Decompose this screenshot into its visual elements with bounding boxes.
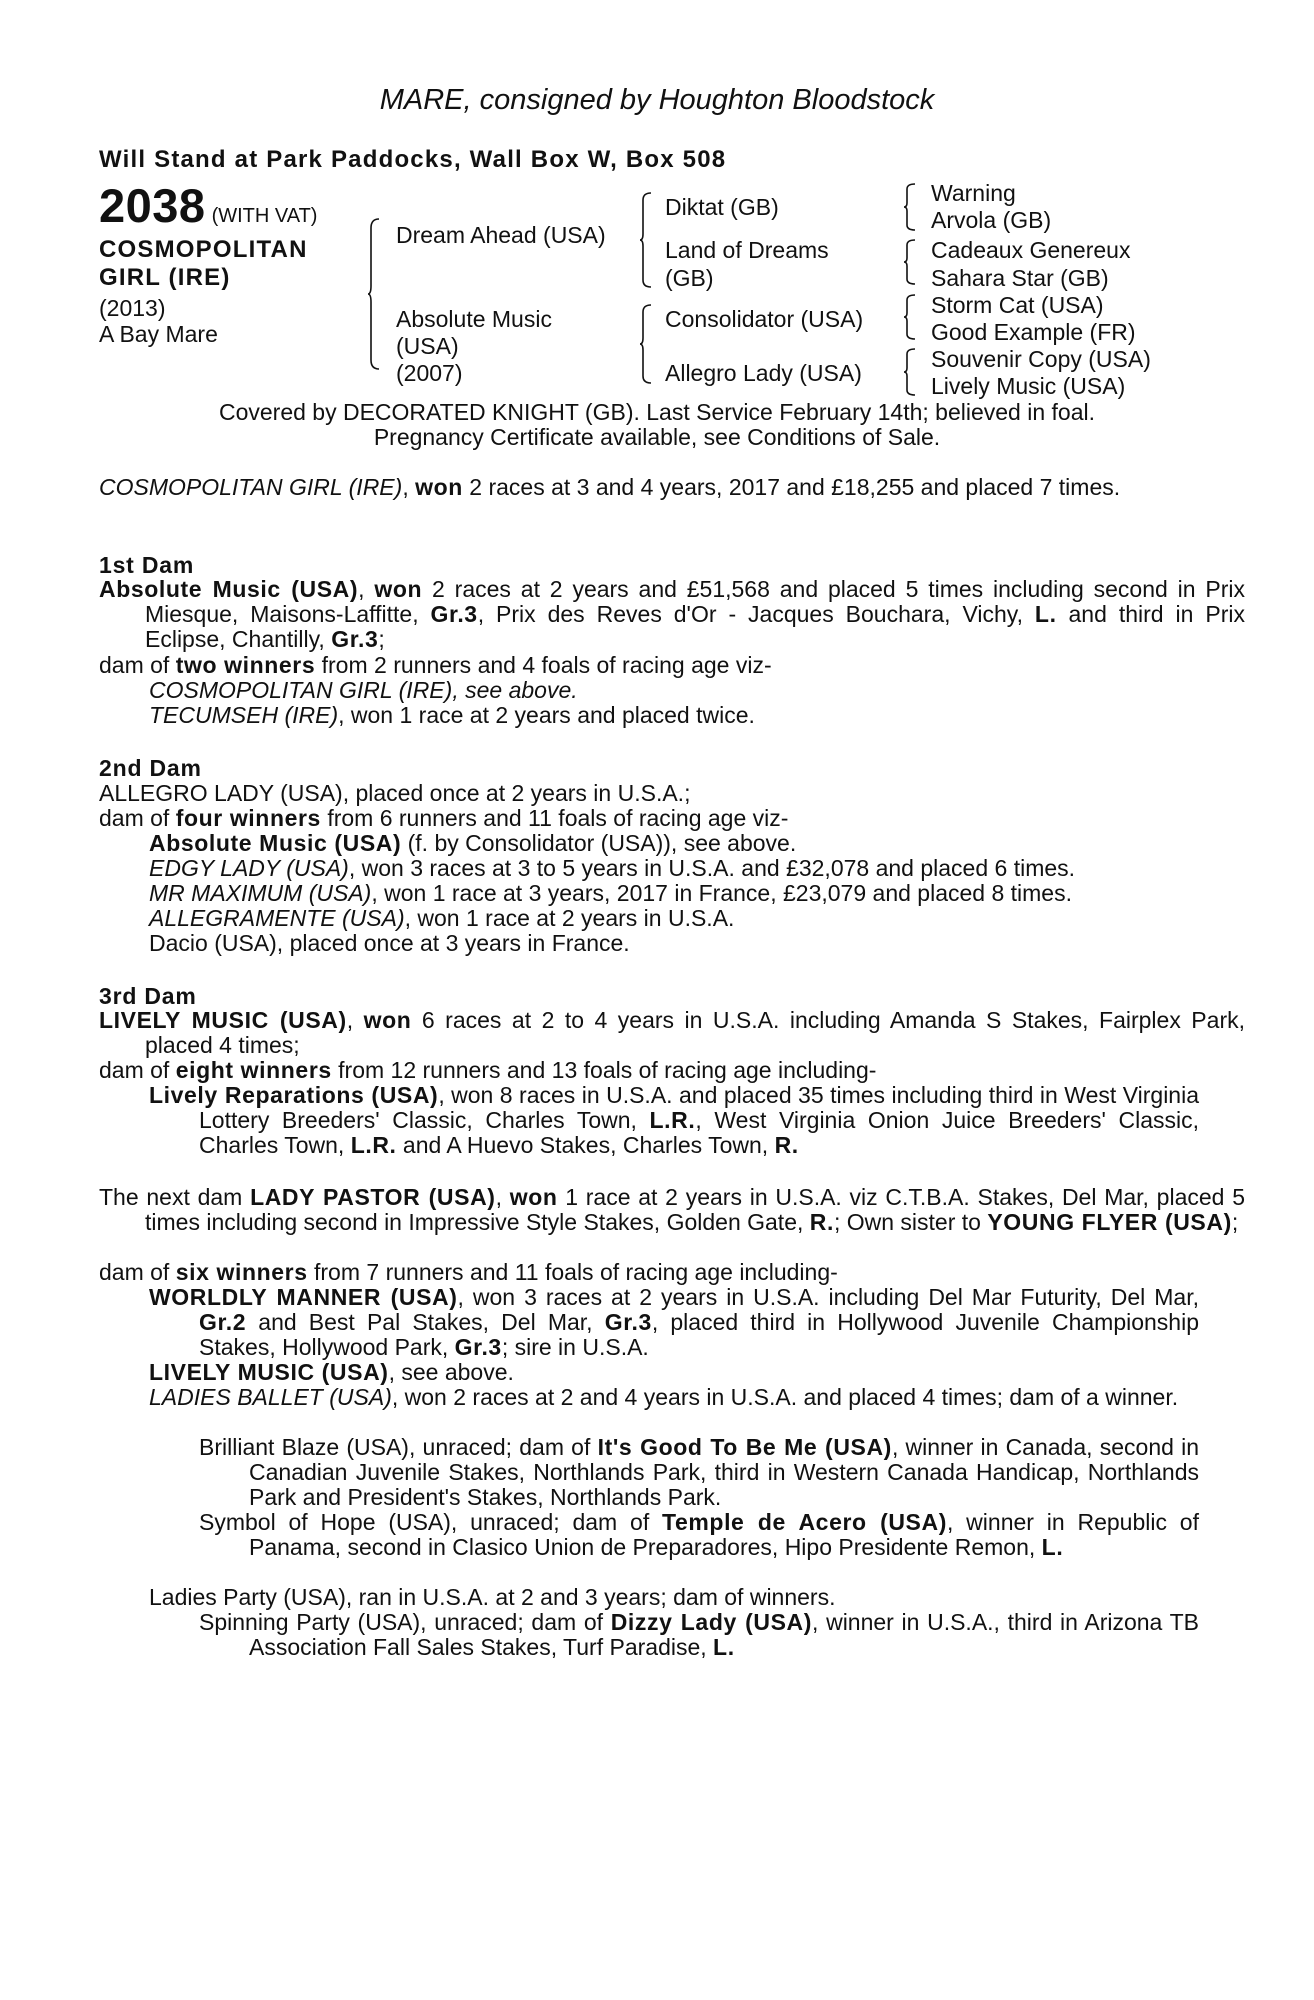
dam1-text-b: , Prix des Reves d'Or - Jacques Bouchara, Vichy,	[477, 601, 1035, 627]
dam4-produce-6: Ladies Party (USA), ran in U.S.A. at 2 and 3 years; dam of winners.	[149, 1584, 836, 1610]
dam1-produce-1	[149, 678, 1199, 703]
dam4-produce-5-name: Temple de Acero (USA)	[662, 1509, 947, 1535]
dam4-produce-5-text-a: Symbol of Hope (USA), unraced; dam of	[199, 1509, 663, 1535]
pedigree-dds: Souvenir Copy (USA)	[931, 346, 1151, 372]
pedigree-sire-dam-line1: Land of Dreams	[665, 237, 829, 263]
dam2-produce-4-text: , won 1 race at 2 years in U.S.A.	[404, 905, 735, 931]
dam3-produce-1-text-a: , won 8 races in U.S.A. and placed 35 times including third in West Virginia Lottery Breeders' Classic, Charles Town,	[199, 1082, 1199, 1133]
dam2-winners: four winners	[175, 805, 321, 831]
lot-number: 2038	[99, 179, 206, 232]
dam2-produce-4	[149, 906, 1199, 931]
covering-note-line1: Covered by DECORATED KNIGHT (GB). Last Service February 14th; believed in foal.	[218, 399, 1096, 425]
pedigree-dam-brace	[640, 304, 652, 384]
dam4-produce-4-text-b: , winner in Canada, second in Canadian Juvenile Stakes, Northlands Park, third in Western Canada Handicap, Northlands Park and President's Stakes, Northlands Park.	[249, 1434, 1199, 1510]
dam2-produce-2	[149, 856, 1199, 881]
dam1-produce-summary	[99, 653, 1199, 678]
dam1-heading: 1st Dam	[99, 552, 195, 578]
dam4-produce-1-text-d: ; sire in U.S.A.	[501, 1334, 649, 1360]
dam1-winners: two winners	[175, 652, 316, 678]
pedigree-sds: Cadeaux Genereux	[931, 237, 1131, 263]
dam4-sister: YOUNG FLYER (USA)	[987, 1209, 1232, 1235]
dam4-winners: six winners	[175, 1259, 308, 1285]
dam3-won: won	[363, 1007, 412, 1033]
dam4-produce-4-name: It's Good To Be Me (USA)	[597, 1434, 892, 1460]
dam4-produce-7-listed: L.	[713, 1634, 735, 1660]
dam4-text-a: 1 race at 2 years in U.S.A. viz C.T.B.A. Stakes, Del Mar, placed 5 times including second in Impressive Style Stakes, Golden Gate,	[145, 1184, 1245, 1235]
dam3-produce-1-lr1: L.R.	[649, 1107, 696, 1133]
dam2-damof-b: from 6 runners and 11 foals of racing age viz-	[320, 805, 789, 831]
dam4-produce-1-text-a: , won 3 races at 2 years in U.S.A. including Del Mar Futurity, Del Mar,	[457, 1284, 1199, 1310]
dam4-produce-2-name: LIVELY MUSIC (USA)	[149, 1359, 389, 1385]
dam3-record: LIVELY MUSIC (USA), won 6 races at 2 to 4 years in U.S.A. including Amanda S Stakes, Fairplex Park, placed 4 times;	[99, 1007, 1245, 1058]
pedigree-dam-line3: (2007)	[396, 360, 463, 386]
dam4-record: The next dam LADY PASTOR (USA), won 1 race at 2 years in U.S.A. viz C.T.B.A. Stakes, Del Mar, placed 5 times including second in Impressive Style Stakes, Golden Gate, R.; Own sister to YOUNG FLYER (USA);	[99, 1184, 1245, 1235]
dam3-produce-1-name: Lively Reparations (USA)	[149, 1082, 439, 1108]
pedigree-dss: Storm Cat (USA)	[931, 292, 1104, 318]
dam2-produce-1	[149, 831, 1199, 856]
horse-description: A Bay Mare	[99, 321, 218, 347]
pedigree-sdd: Sahara Star (GB)	[931, 265, 1109, 291]
pedigree-dam-sire: Consolidator (USA)	[665, 306, 864, 332]
dam3-name: LIVELY MUSIC (USA)	[99, 1007, 347, 1033]
pedigree-dsd: Good Example (FR)	[931, 319, 1136, 345]
dam4-produce-2	[149, 1360, 1199, 1385]
dam2-record: ALLEGRO LADY (USA), placed once at 2 years in U.S.A.;	[99, 780, 691, 806]
dam2-produce-5: Dacio (USA), placed once at 3 years in France.	[149, 930, 630, 956]
pedigree-brace-sd	[904, 239, 916, 285]
dam4-produce-7-name: Dizzy Lady (USA)	[610, 1609, 813, 1635]
summary-won: won	[415, 474, 463, 500]
dam4-produce-3-name: LADIES BALLET (USA)	[149, 1384, 392, 1410]
stand-location: Will Stand at Park Paddocks, Wall Box W, Box 508	[99, 146, 727, 173]
dam4-damof-a: dam of	[99, 1259, 176, 1285]
dam4-produce-1-name: WORLDLY MANNER (USA)	[149, 1284, 458, 1310]
dam3-damof-b: from 12 runners and 13 foals of racing age including-	[331, 1057, 877, 1083]
pedigree-ddd: Lively Music (USA)	[931, 373, 1126, 399]
pedigree-brace-ss	[904, 183, 916, 231]
dam4-produce-1-gr3a: Gr.3	[604, 1309, 652, 1335]
dam4-intro: The next dam	[99, 1184, 251, 1210]
dam4-produce-1-text-b: and Best Pal Stakes, Del Mar,	[246, 1309, 605, 1335]
dam2-produce-2-name: EDGY LADY (USA)	[149, 855, 349, 881]
pedigree-sire: Dream Ahead (USA)	[396, 222, 606, 248]
dam1-record: Absolute Music (USA), won 2 races at 2 years and £51,568 and placed 5 times including second in Prix Miesque, Maisons-Laffitte, Gr.3, Prix des Reves d'Or - Jacques Bouchara, Vichy, L. and third in Prix Eclipse, Chantilly, Gr.3;	[99, 576, 1246, 652]
dam3-damof-a: dam of	[99, 1057, 176, 1083]
pedigree-ssd: Arvola (GB)	[931, 207, 1052, 233]
dam4-won: won	[509, 1184, 558, 1210]
pedigree-sire-dam-line2: (GB)	[665, 265, 714, 291]
dam4-produce-1	[149, 1285, 1199, 1360]
dam1-produce-1-text: , see above.	[452, 677, 578, 703]
dam4-produce-3-text: , won 2 races at 2 and 4 years in U.S.A. and placed 4 times; dam of a winner.	[391, 1384, 1179, 1410]
dam4-produce-1-gr3b: Gr.3	[454, 1334, 502, 1360]
dam1-produce-2	[149, 703, 1199, 728]
dam2-produce-3	[149, 881, 1199, 906]
dam2-produce-1-text: (f. by Consolidator (USA)), see above.	[401, 830, 797, 856]
dam2-produce-3-name: MR MAXIMUM (USA)	[149, 880, 372, 906]
pedigree-main-brace	[368, 218, 380, 370]
dam4-damof-b: from 7 runners and 11 foals of racing age including-	[307, 1259, 838, 1285]
dam4-text-b: ; Own sister to	[833, 1209, 988, 1235]
dam3-produce-1	[149, 1083, 1199, 1158]
dam3-produce-1-lr2: L.R.	[350, 1132, 397, 1158]
dam1-won: won	[374, 576, 423, 602]
horse-year: (2013)	[99, 295, 166, 321]
dam2-produce-2-text: , won 3 races at 3 to 5 years in U.S.A. and £32,078 and placed 6 times.	[348, 855, 1076, 881]
dam4-produce-7-text-a: Spinning Party (USA), unraced; dam of	[199, 1609, 611, 1635]
pedigree-sire-brace	[640, 192, 652, 288]
pedigree-sire-sire: Diktat (GB)	[665, 194, 779, 220]
dam1-text-c: and third in Prix Eclipse, Chantilly,	[145, 601, 1245, 652]
dam4-text-c: ;	[1231, 1209, 1239, 1235]
dam4-produce-5-listed: L.	[1041, 1534, 1064, 1560]
dam1-produce-2-name: TECUMSEH (IRE)	[149, 702, 339, 728]
pedigree-brace-dd	[904, 348, 916, 396]
pedigree-dam-dam: Allegro Lady (USA)	[665, 360, 862, 386]
pedigree-dam-line1: Absolute Music	[396, 306, 552, 332]
dam4-produce-2-text: , see above.	[388, 1359, 514, 1385]
horse-name-line2: GIRL (IRE)	[99, 264, 231, 291]
dam1-name: Absolute Music (USA)	[99, 576, 359, 602]
dam1-grade-a: Gr.3	[430, 601, 478, 627]
dam1-produce-1-name: COSMOPOLITAN GIRL (IRE)	[149, 677, 453, 703]
dam1-listed: L.	[1034, 601, 1057, 627]
lot-number-block	[99, 178, 317, 233]
summary-paragraph: COSMOPOLITAN GIRL (IRE), won 2 races at 3 and 4 years, 2017 and £18,255 and placed 7 times.	[99, 474, 1121, 500]
dam2-produce-1-name: Absolute Music (USA)	[149, 830, 402, 856]
dam3-produce-1-text-b: , West Virginia Onion Juice Breeders' Classic, Charles Town,	[199, 1107, 1199, 1158]
dam4-produce-4	[199, 1435, 1199, 1510]
summary-horse-name: COSMOPOLITAN GIRL (IRE)	[99, 474, 403, 500]
dam4-produce-5-text-b: , winner in Republic of Panama, second in Clasico Union de Preparadores, Hipo Presidente Remon,	[249, 1509, 1199, 1560]
dam4-produce-5	[199, 1510, 1199, 1560]
dam4-produce-1-text-c: , placed third in Hollywood Juvenile Championship Stakes, Hollywood Park,	[199, 1309, 1200, 1360]
pedigree-dam-line2: (USA)	[396, 333, 459, 359]
dam2-produce-4-name: ALLEGRAMENTE (USA)	[149, 905, 405, 931]
dam4-produce-3	[149, 1385, 1199, 1410]
dam3-text: 6 races at 2 to 4 years in U.S.A. including Amanda S Stakes, Fairplex Park, placed 4 times;	[145, 1007, 1245, 1058]
dam4-restricted: R.	[809, 1209, 834, 1235]
dam4-produce-7	[199, 1610, 1199, 1660]
dam1-damof-b: from 2 runners and 4 foals of racing age viz-	[315, 652, 772, 678]
covering-note-line2: Pregnancy Certificate available, see Conditions of Sale.	[373, 424, 941, 450]
dam3-produce-1-text-c: and A Huevo Stakes, Charles Town,	[396, 1132, 775, 1158]
dam4-produce-7-text-b: , winner in U.S.A., third in Arizona TB Association Fall Sales Stakes, Turf Paradise,	[249, 1609, 1199, 1660]
dam1-grade-b: Gr.3	[331, 626, 379, 652]
dam4-produce-summary	[99, 1260, 1199, 1285]
dam2-produce-summary	[99, 806, 1199, 831]
dam1-text-d: ;	[378, 626, 385, 652]
dam2-heading: 2nd Dam	[99, 755, 202, 781]
dam4-name: LADY PASTOR (USA)	[250, 1184, 496, 1210]
dam3-heading: 3rd Dam	[99, 983, 197, 1009]
pedigree-sss: Warning	[931, 180, 1016, 206]
page-header-title: MARE, consigned by Houghton Bloodstock	[379, 84, 935, 116]
dam3-produce-summary	[99, 1058, 1199, 1083]
dam1-damof-a: dam of	[99, 652, 176, 678]
summary-text: 2 races at 3 and 4 years, 2017 and £18,255 and placed 7 times.	[462, 474, 1121, 500]
dam1-text-a: 2 races at 2 years and £51,568 and placed 5 times including second in Prix Miesque, Maisons-Laffitte,	[145, 576, 1246, 627]
pedigree-brace-ds	[904, 294, 916, 340]
dam4-produce-1-gr2: Gr.2	[199, 1309, 247, 1335]
dam3-winners: eight winners	[175, 1057, 332, 1083]
dam3-produce-1-r: R.	[774, 1132, 799, 1158]
dam1-produce-2-text: , won 1 race at 2 years and placed twice.	[338, 702, 755, 728]
dam2-damof-a: dam of	[99, 805, 176, 831]
horse-name-line1: COSMOPOLITAN	[99, 236, 308, 263]
dam4-produce-4-text-a: Brilliant Blaze (USA), unraced; dam of	[199, 1434, 598, 1460]
vat-note: (WITH VAT)	[211, 205, 318, 227]
dam2-produce-3-text: , won 1 race at 3 years, 2017 in France, £23,079 and placed 8 times.	[371, 880, 1072, 906]
